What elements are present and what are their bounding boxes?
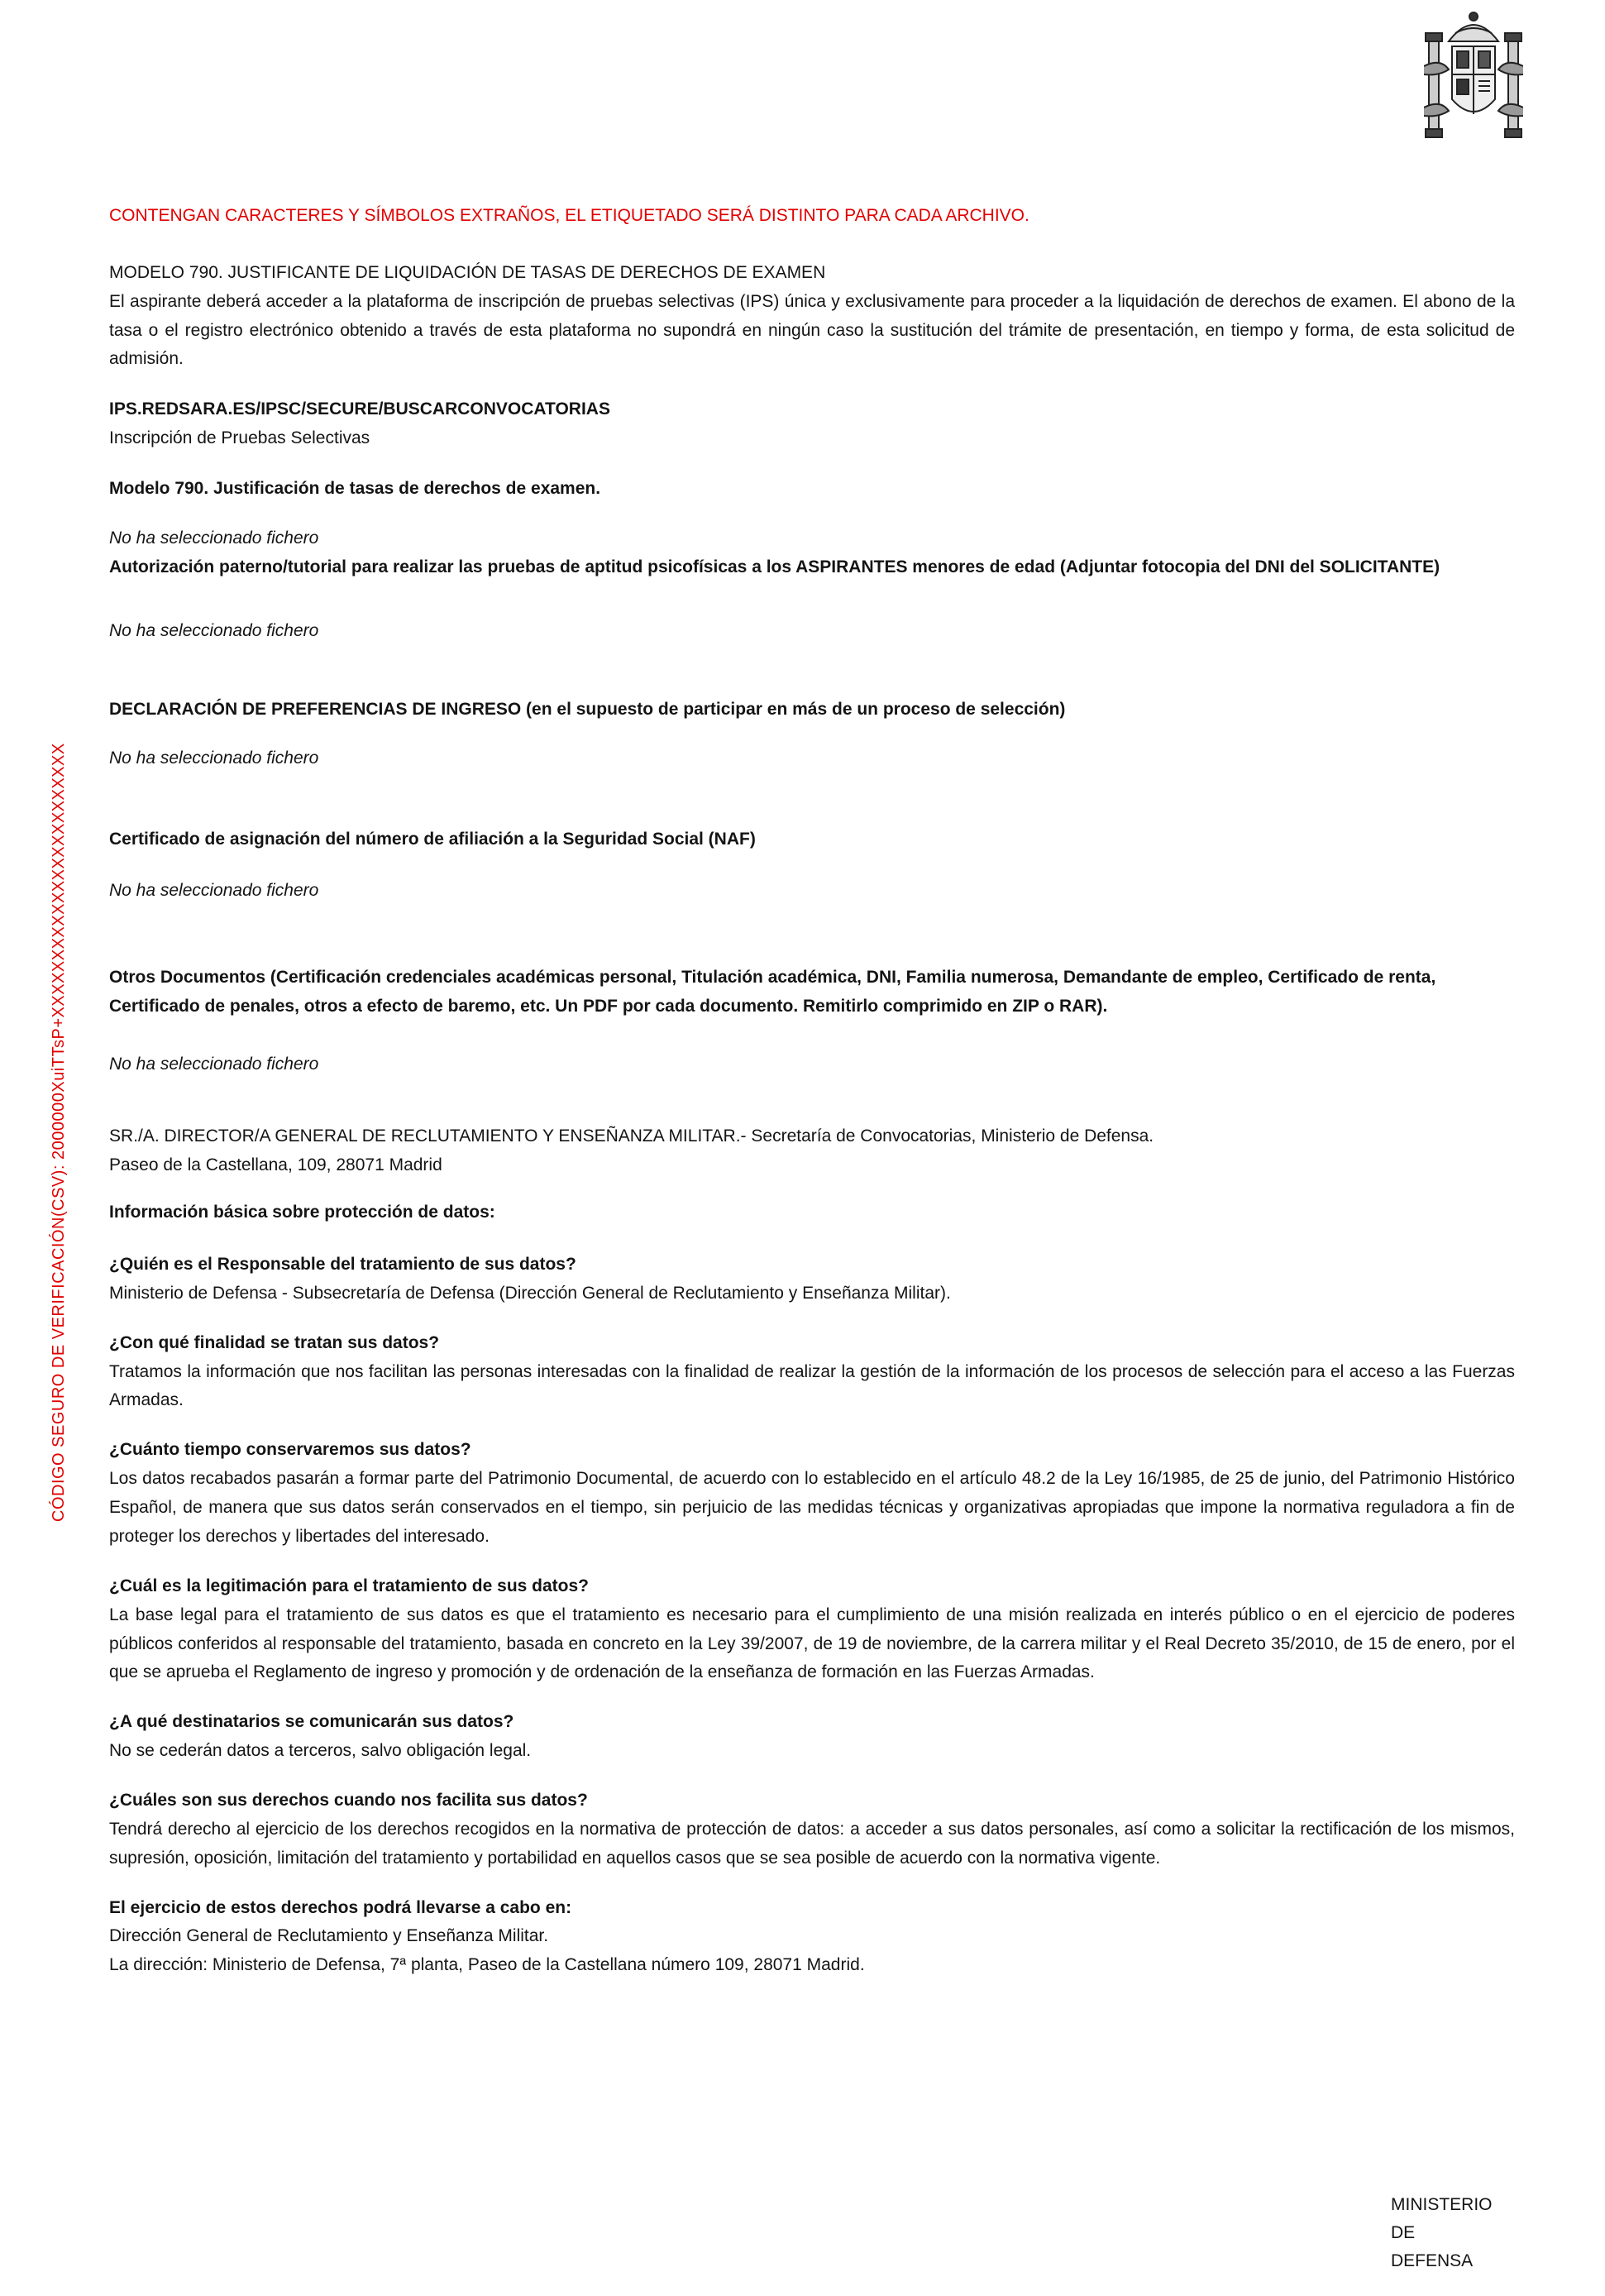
coat-of-arms-icon [1424,8,1523,146]
dp-answer: La base legal para el tratamiento de sus datos es que el tratamiento es necesario para el cumplimiento de una misión realizada en interés público o en el ejercicio de poderes públicos conferidos al responsable del tratamiento, basada en concreto en la Ley 39/2007, de 19 de noviembre, de la carrera militar y el Real Decreto 35/2010, de 15 de enero, por el que se aprueba el Reglamento de ingreso y promoción y de ordenación de la enseñanza de formación en las Fuerzas Armadas. [109,1605,1515,1682]
addressee-line-2: Paseo de la Castellana, 109, 28071 Madrid [109,1155,442,1175]
data-protection-section [109,1198,1515,1980]
upload-item [109,964,1515,1079]
data-protection-title: Información básica sobre protección de datos: [109,1203,495,1222]
upload-item [109,696,1515,773]
dp-question: ¿A qué destinatarios se comunicarán sus datos? [109,1712,514,1732]
dp-item [109,1251,1515,1308]
csv-verification-strip: CÓDIGO SEGURO DE VERIFICACIÓN(CSV): 2000000XuiTTsP+XXXXXXXXXXXXXXXXXXXXXXXX [50,743,68,1522]
dp-item [109,1572,1515,1687]
dp-item [109,1329,1515,1416]
dp-answer: Ministerio de Defensa - Subsecretaría de Defensa (Dirección General de Reclutamiento y Enseñanza Militar). [109,1283,951,1303]
upload-label: DECLARACIÓN DE PREFERENCIAS DE INGRESO (en el supuesto de participar en más de un proceso de selección) [109,700,1066,720]
dp-exercise-title: El ejercicio de estos derechos podrá llevarse a cabo en: [109,1897,572,1917]
modelo790-title: MODELO 790. JUSTIFICANTE DE LIQUIDACIÓN DE TASAS DE DERECHOS DE EXAMEN [109,262,826,282]
file-status[interactable]: No ha seleccionado fichero [109,749,319,768]
addressee-line-1: SR./A. DIRECTOR/A GENERAL DE RECLUTAMIENTO Y ENSEÑANZA MILITAR.- Secretaría de Convocatorias, Ministerio de Defensa. [109,1126,1154,1146]
dp-exercise-line-2: La dirección: Ministerio de Defensa, 7ª planta, Paseo de la Castellana número 109, 28071 Madrid. [109,1955,865,1975]
dp-question: ¿Quién es el Responsable del tratamiento de sus datos? [109,1255,576,1275]
modelo790-body: El aspirante deberá acceder a la plataforma de inscripción de pruebas selectivas (IPS) única y exclusivamente para proceder a la liquidación de derechos de examen. El abono de la tasa o el registro electrónico obtenido a través de esta plataforma no supondrá en ningún caso la sustitución del trámite de presentación, en tiempo y forma, de esta solicitud de admisión. [109,291,1515,369]
ips-section [109,395,1515,453]
dp-item [109,1436,1515,1551]
dp-item [109,1787,1515,1873]
ips-subtitle: Inscripción de Pruebas Selectivas [109,428,370,448]
footer-line-2: DE [1391,2223,1416,2243]
dp-answer: Tendrá derecho al ejercicio de los derechos recogidos en la normativa de protección de datos: a acceder a sus datos personales, así como a solicitar la rectificación de los mismos, supresión, oposición, limitación del tratamiento y portabilidad en aquellos casos que se sea posible de acuerdo con la normativa vigente. [109,1819,1515,1868]
document-body [109,202,1515,1980]
file-status[interactable]: No ha seleccionado fichero [109,528,319,548]
dp-answer: No se cederán datos a terceros, salvo obligación legal. [109,1741,532,1761]
dp-exercise-line-1: Dirección General de Reclutamiento y Enseñanza Militar. [109,1926,549,1946]
dp-answer: Tratamos la información que nos facilitan las personas interesadas con la finalidad de realizar la gestión de la información de los procesos de selección para el acceso a las Fuerzas Armadas. [109,1361,1515,1410]
upload-label: Autorización paterno/tutorial para realizar las pruebas de aptitud psicofísicas a los ASPIRANTES menores de edad (Adjuntar fotocopia del DNI del SOLICITANTE) [109,557,1440,576]
modelo790-section [109,259,1515,374]
dp-exercise [109,1894,1515,1981]
footer-line-1: MINISTERIO [1391,2195,1493,2214]
dp-item [109,1708,1515,1766]
upload-label: Otros Documentos (Certificación credenciales académicas personal, Titulación académica, DNI, Familia numerosa, Demandante de empleo, Certificado de renta, Certificado de penales, otros a efecto de baremo, etc. Un PDF por cada documento. Remitirlo comprimido en ZIP o RAR). [109,967,1436,1016]
upload-item [109,553,1515,646]
ministry-footer [1391,2191,1493,2275]
footer-line-3: DEFENSA [1391,2251,1474,2271]
file-status[interactable]: No ha seleccionado fichero [109,1054,319,1074]
upload-item [109,825,1515,906]
dp-question: ¿Con qué finalidad se tratan sus datos? [109,1332,440,1352]
upload-label: Modelo 790. Justificación de tasas de derechos de examen. [109,479,601,499]
file-status[interactable]: No ha seleccionado fichero [109,881,319,901]
ips-link[interactable]: IPS.REDSARA.ES/IPSC/SECURE/BUSCARCONVOCATORIAS [109,399,610,419]
dp-answer: Los datos recabados pasarán a formar parte del Patrimonio Documental, de acuerdo con lo establecido en el artículo 48.2 de la Ley 16/1985, de 25 de junio, del Patrimonio Histórico Español, de manera que sus datos serán conservados en el tiempo, sin perjuicio de las medidas técnicas y organizativas apropiadas que impone la normativa reguladora a fin de proteger los derechos y libertades del interesado. [109,1469,1515,1546]
warning-text: CONTENGAN CARACTERES Y SÍMBOLOS EXTRAÑOS, EL ETIQUETADO SERÁ DISTINTO PARA CADA ARCHIVO. [109,206,1029,225]
upload-item [109,475,1515,553]
dp-question: ¿Cuál es la legitimación para el tratamiento de sus datos? [109,1576,589,1595]
dp-question: ¿Cuáles son sus derechos cuando nos facilita sus datos? [109,1790,588,1810]
dp-question: ¿Cuánto tiempo conservaremos sus datos? [109,1440,471,1460]
upload-label: Certificado de asignación del número de afiliación a la Seguridad Social (NAF) [109,830,756,849]
addressee-section [109,1122,1515,1180]
file-status[interactable]: No ha seleccionado fichero [109,620,319,640]
